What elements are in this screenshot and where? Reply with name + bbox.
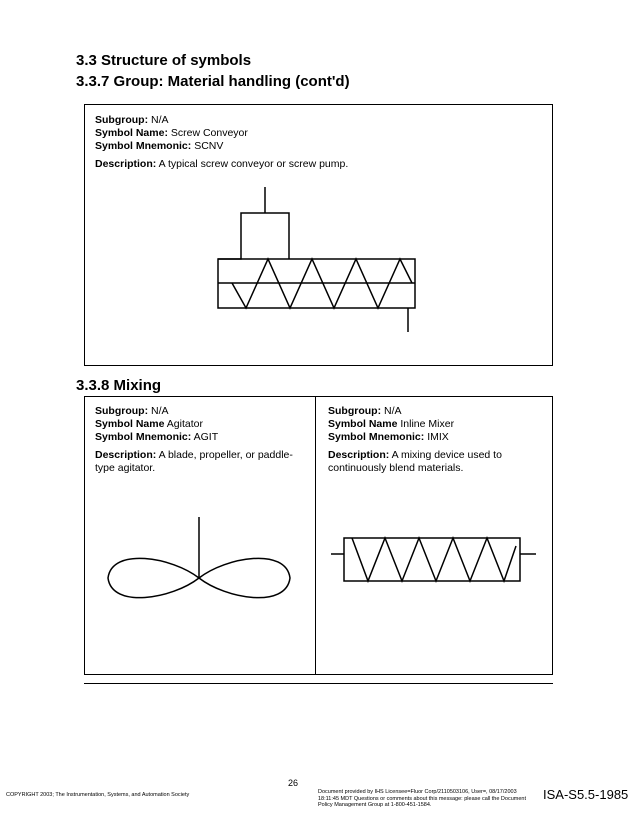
- description-value: A blade, propeller, or paddle-type agitator.: [95, 449, 293, 474]
- group-heading: 3.3.7 Group: Material handling (cont'd): [76, 73, 350, 90]
- page-divider: [84, 683, 553, 684]
- subgroup-label: Subgroup:: [328, 405, 382, 417]
- symbol-name-value: Agitator: [166, 418, 203, 430]
- symbol-name-label: Symbol Name: [95, 418, 165, 430]
- copyright-notice: COPYRIGHT 2003; The Instrumentation, Systems, and Automation Society: [6, 792, 190, 798]
- subgroup-value: N/A: [384, 405, 402, 417]
- symbol-name-label: Symbol Name: [328, 418, 398, 430]
- symbol-mnemonic-label: Symbol Mnemonic:: [328, 431, 425, 443]
- mixing-heading: 3.3.8 Mixing: [76, 377, 162, 394]
- symbol-name-value: Inline Mixer: [400, 418, 455, 430]
- subgroup-label: Subgroup:: [95, 405, 149, 417]
- symbol-mnemonic-label: Symbol Mnemonic:: [95, 431, 192, 443]
- subgroup-value: N/A: [151, 405, 169, 417]
- subgroup-value: N/A: [151, 114, 169, 126]
- symbol-name-label: Symbol Name:: [95, 127, 168, 139]
- description-value: A typical screw conveyor or screw pump.: [158, 158, 349, 170]
- description-label: Description:: [95, 158, 157, 170]
- document-notice: Document provided by IHS Licensee=Fluor Corp/2110503106, User=, 08/17/2003 18:11:45 MDT Questions or comments about this message: please call the Document Policy Management Group at 1-800-451-1584.: [318, 789, 526, 808]
- description-label: Description:: [95, 449, 157, 461]
- symbol-mnemonic-label: Symbol Mnemonic:: [95, 140, 192, 152]
- description-value: A mixing device used to continuously blend materials.: [328, 449, 502, 474]
- subgroup-label: Subgroup:: [95, 114, 149, 126]
- description-label: Description:: [328, 449, 390, 461]
- symbol-mnemonic-value: IMIX: [427, 431, 449, 443]
- symbol-mnemonic-value: AGIT: [193, 431, 219, 443]
- section-heading: 3.3 Structure of symbols: [76, 52, 252, 69]
- page-number: 26: [288, 778, 299, 788]
- standard-id: ISA-S5.5-1985: [543, 787, 629, 802]
- symbol-mnemonic-value: SCNV: [194, 140, 224, 152]
- symbol-name-value: Screw Conveyor: [170, 127, 248, 139]
